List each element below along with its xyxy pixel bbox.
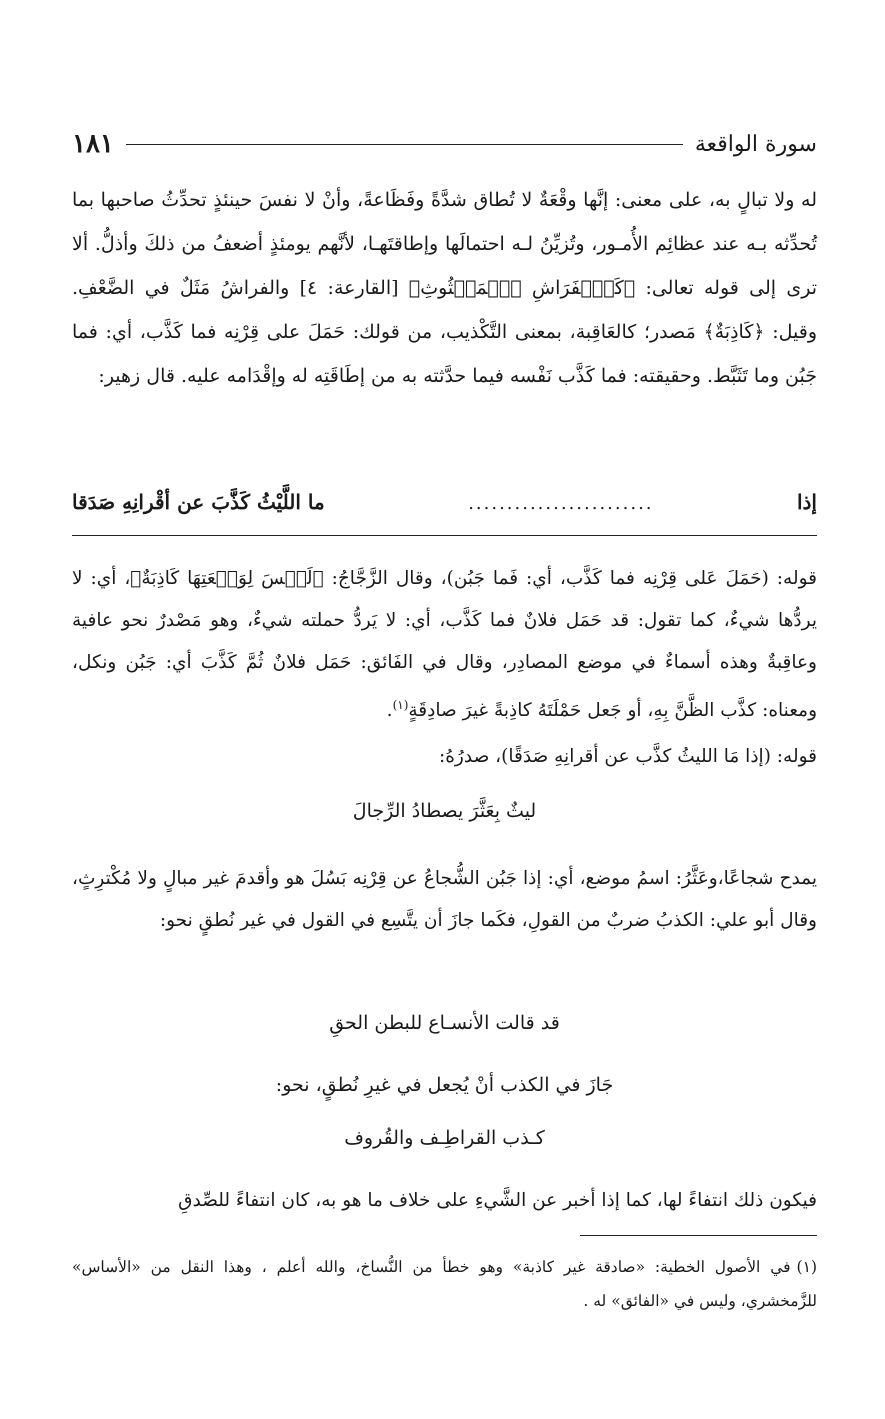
commentary-paragraph-1 <box>72 558 817 732</box>
commentary-text: قوله: (حَمَلَ عَلى قِرْنِه فما كَذَّب، أي: فَما جَبُن)، وقال الزَّجَّاجُ: ﴿لَيۡسَ لِوَقۡعَتِهَا كَاذِبَةٌ﴾، أي: لا يردُّها شيءٌ، كما تقول: قد حَمَل فلانٌ فما كَذَّب، أي: لا يَردُّ حملته شيءٌ، وهو مَصْدرٌ نحو عافية وعاقِبةٌ وهذه أسماءٌ في موضع المصادِر، وقال في الفَائق: حَمَل فلانٌ ثُمَّ كَذَّبَ أي: جَبُن ونكل، ومعناه: كذَّب الظَّنَّ بِهِ، أو جَعل حَمْلَتَهُ كاذِبةً غيرَ صادِقَةٍ <box>72 568 817 722</box>
commentary-paragraph-3: فيكون ذلك انتفاءً لها، كما إذا أخبر عن الشَّيءِ على خلاف ما هو به، كان انتفاءً للصِّدقِ <box>178 1190 817 1211</box>
commentary-paragraph-2: يمدح شجاعًا،وعَثَّرُ: اسمُ موضع، أي: إذا جَبُن الشُّجاعُ عن قِرْنِه بَسُلَ هو وأقدمَ غير مبالٍ ولا مُكْترِثٍ، وقال أبو علي: الكذبُ ضربٌ من القولِ، فكَما جازَ أن يتَّسِع في القول في غير نُطقٍ نحو: <box>72 868 817 931</box>
poetry-verse <box>72 490 817 514</box>
verse-line-2: قد قالت الأنسـاع للبطن الحقِ <box>329 1012 560 1034</box>
verse-second-half: ما اللَّيْثُ كَذَّبَ عن أقْرانِهِ صَدَقا <box>72 490 325 514</box>
verse-line-4: كـذب القراطِـف والقُروف <box>344 1127 545 1149</box>
header-rule <box>126 144 683 145</box>
commentary-block <box>72 558 817 778</box>
separator-rule <box>72 535 817 536</box>
verse-line-3: جَازَ في الكذب أنْ يُجعل في غيرِ نُطقٍ، نحو: <box>275 1074 614 1096</box>
footnote <box>72 1250 817 1318</box>
verse-line-1: ليثٌ بِعَثَّرَ يصطادُ الرِّجالَ <box>352 800 537 822</box>
verse-first-word: إذا <box>796 490 817 514</box>
footnote-text: في الأصول الخطية: «صادقة غير كاذبة» وهو خطأ من النُّساخ، والله أعلم ، وهذا النقل من «الأساس» للزَّمخشري، وليس في «الفائق» له . <box>72 1258 817 1310</box>
page-header <box>72 120 817 168</box>
verse-dots: ........................ <box>468 493 654 514</box>
footnote-rule <box>580 1235 817 1236</box>
commentary-quote-intro: قوله: (إذا مَا الليثُ كذَّب عن أقرانِهِ صَدَقًا)، صدرُهُ: <box>439 746 817 768</box>
main-text: له ولا تبالٍ به، على معنى: إنَّها وقْعَةٌ لا تُطاق شدَّةً وفَظَاعةً، وأنْ لا نفسَ حينئذٍ تحدِّثُ صاحبها بما تُحدِّثه بـه عند عظائِم الأُمـور، وتُزيِّنُ لـه احتمالَها وإطاقتَهـا، لأنَّهم يومئذٍ أضعفُ من ذلكَ وأذلُّ. ألا ترى إلى قوله تعالى: ﴿كَٱلۡفَرَاشِ ٱلۡمَبۡثُوثِ﴾ [القارعة: ٤] والفراشُ مَثَلٌ في الضَّعْفِ. وقيل: ﴿كَاذِبَةٌ﴾ مَصدر؛ كالعَاقِبة، بمعنى التَّكْذيب، من قولك: حَمَلَ على قِرْنِه فما كَذَّب، أي: فما جَبُن وما تَثَبَّط. وحقيقته: فما كَذَّب نَفْسه فيما حدَّثته به من إطَاقَتِه له وإقْدَامه عليه. قال زهير: <box>72 189 817 387</box>
footnote-marker: (١) <box>392 698 409 712</box>
page-number: ١٨١ <box>72 129 114 159</box>
commentary-end: . <box>386 700 393 722</box>
footnote-number: (١) <box>796 1258 817 1276</box>
running-title: سورة الواقعة <box>694 131 817 157</box>
